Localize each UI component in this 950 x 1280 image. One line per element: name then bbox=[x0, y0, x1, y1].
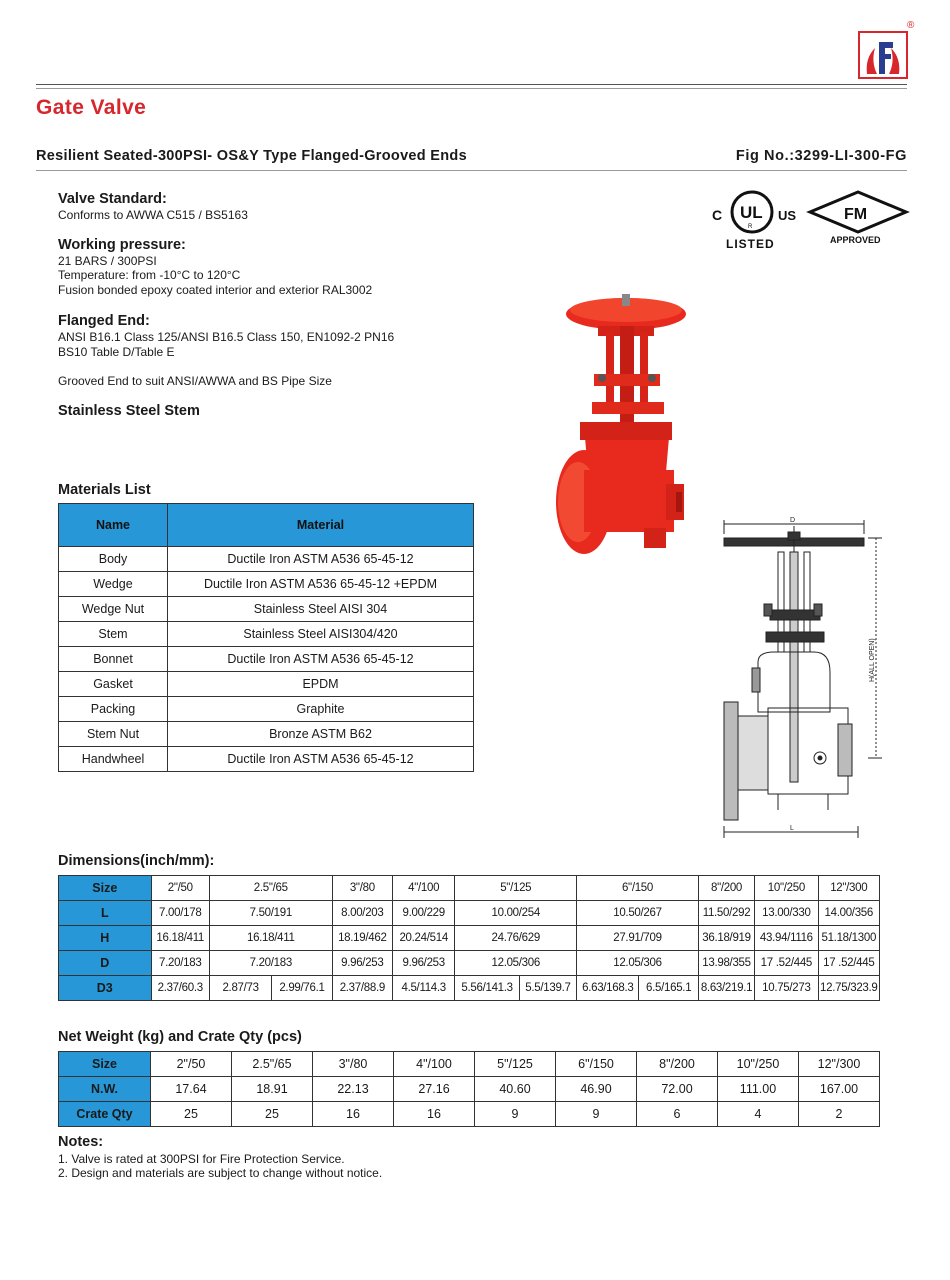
dim-d-value: 17 .52/445 bbox=[755, 951, 818, 976]
dim-d-value: 9.96/253 bbox=[332, 951, 392, 976]
fm-approved-text: APPROVED bbox=[830, 235, 881, 245]
dim-d-value: 9.96/253 bbox=[393, 951, 455, 976]
weights-table bbox=[58, 1051, 880, 1127]
weights-crate-row bbox=[59, 1102, 880, 1127]
dim-d-row bbox=[59, 951, 880, 976]
material-part: Stem Nut bbox=[59, 722, 168, 747]
weights-size: 8"/200 bbox=[637, 1052, 718, 1077]
material-part: Packing bbox=[59, 697, 168, 722]
crate-qty: 2 bbox=[799, 1102, 880, 1127]
dim-h-label: H bbox=[59, 926, 152, 951]
material-spec: Graphite bbox=[168, 697, 474, 722]
notes-heading: Notes: bbox=[58, 1134, 104, 1150]
materials-header-row bbox=[59, 504, 474, 547]
dim-l-label: L bbox=[59, 901, 152, 926]
weights-size: 5"/125 bbox=[475, 1052, 556, 1077]
svg-text:®: ® bbox=[907, 20, 915, 31]
dim-h-value: 20.24/514 bbox=[393, 926, 455, 951]
weights-size: 6"/150 bbox=[556, 1052, 637, 1077]
page-subtitle: Resilient Seated-300PSI- OS&Y Type Flanged-Grooved Ends bbox=[36, 148, 467, 164]
table-row bbox=[59, 547, 474, 572]
dim-d-value: 7.20/183 bbox=[209, 951, 332, 976]
dim-h-row bbox=[59, 926, 880, 951]
dim-size-label: Size bbox=[59, 876, 152, 901]
weights-size: 12"/300 bbox=[799, 1052, 880, 1077]
flanged-end-heading: Flanged End: bbox=[58, 313, 150, 329]
material-spec: Stainless Steel AISI 304 bbox=[168, 597, 474, 622]
dim-size: 2"/50 bbox=[151, 876, 209, 901]
dim-l-value: 11.50/292 bbox=[698, 901, 754, 926]
header-rule-top bbox=[36, 84, 907, 85]
coating-text: Fusion bonded epoxy coated interior and exterior RAL3002 bbox=[58, 283, 373, 297]
dim-h-value: 43.94/1116 bbox=[755, 926, 818, 951]
table-row bbox=[59, 747, 474, 772]
dim-l-value: 10.50/267 bbox=[577, 901, 699, 926]
drawing-label-d: D bbox=[790, 517, 796, 524]
stainless-stem-heading: Stainless Steel Stem bbox=[58, 403, 200, 419]
dim-size: 12"/300 bbox=[818, 876, 879, 901]
brand-logo bbox=[857, 18, 913, 82]
net-weight: 17.64 bbox=[151, 1077, 232, 1102]
table-row bbox=[59, 722, 474, 747]
ul-main-text: UL bbox=[740, 203, 763, 222]
weights-size: 3"/80 bbox=[313, 1052, 394, 1077]
dim-d3-value: 6.5/165.1 bbox=[639, 976, 698, 1001]
dim-d3-value: 12.75/323.9 bbox=[818, 976, 879, 1001]
valve-standard-heading: Valve Standard: bbox=[58, 191, 167, 207]
fig-number: Fig No.:3299-LI-300-FG bbox=[735, 148, 907, 164]
dim-h-value: 16.18/411 bbox=[209, 926, 332, 951]
weights-size: 10"/250 bbox=[718, 1052, 799, 1077]
dim-d3-value: 2.99/76.1 bbox=[272, 976, 332, 1001]
flanged-text-2: BS10 Table D/Table E bbox=[58, 345, 175, 359]
weights-nw-row bbox=[59, 1077, 880, 1102]
page-title: Gate Valve bbox=[36, 96, 147, 119]
dim-d-value: 7.20/183 bbox=[151, 951, 209, 976]
dim-l-value: 9.00/229 bbox=[393, 901, 455, 926]
fm-approved-mark bbox=[808, 190, 908, 250]
dimensions-table bbox=[58, 875, 880, 1001]
dim-d-value: 12.05/306 bbox=[577, 951, 699, 976]
net-weight: 72.00 bbox=[637, 1077, 718, 1102]
dim-d3-value: 2.87/73 bbox=[209, 976, 271, 1001]
working-pressure-heading: Working pressure: bbox=[58, 237, 186, 253]
dim-h-value: 27.91/709 bbox=[577, 926, 699, 951]
dim-l-value: 10.00/254 bbox=[455, 901, 577, 926]
ul-listed-text: LISTED bbox=[726, 237, 775, 251]
dim-size: 10"/250 bbox=[755, 876, 818, 901]
dim-size: 6"/150 bbox=[577, 876, 699, 901]
header-rule-bottom bbox=[36, 88, 907, 89]
table-row bbox=[59, 622, 474, 647]
drawing-label-h: H(ALL OPEN) bbox=[869, 638, 876, 682]
fm-text: FM bbox=[844, 206, 868, 223]
weights-nw-label: N.W. bbox=[59, 1077, 151, 1102]
ul-r-text: R bbox=[748, 224, 753, 230]
crate-qty: 25 bbox=[151, 1102, 232, 1127]
dim-d3-value: 5.5/139.7 bbox=[519, 976, 576, 1001]
dim-size: 5"/125 bbox=[455, 876, 577, 901]
table-row bbox=[59, 597, 474, 622]
grooved-end-text: Grooved End to suit ANSI/AWWA and BS Pipe Size bbox=[58, 374, 332, 388]
crate-qty: 6 bbox=[637, 1102, 718, 1127]
dim-d3-label: D3 bbox=[59, 976, 152, 1001]
material-part: Gasket bbox=[59, 672, 168, 697]
weights-size-row bbox=[59, 1052, 880, 1077]
net-weight: 27.16 bbox=[394, 1077, 475, 1102]
weights-crate-label: Crate Qty bbox=[59, 1102, 151, 1127]
net-weight: 22.13 bbox=[313, 1077, 394, 1102]
net-weight: 167.00 bbox=[799, 1077, 880, 1102]
dim-d3-value: 2.37/88.9 bbox=[332, 976, 392, 1001]
material-part: Wedge bbox=[59, 572, 168, 597]
flanged-text-1: ANSI B16.1 Class 125/ANSI B16.5 Class 150, EN1092-2 PN16 bbox=[58, 330, 395, 344]
ul-us-text: US bbox=[778, 208, 797, 223]
weights-size-label: Size bbox=[59, 1052, 151, 1077]
material-spec: Bronze ASTM B62 bbox=[168, 722, 474, 747]
table-row bbox=[59, 572, 474, 597]
dim-l-row bbox=[59, 901, 880, 926]
material-part: Handwheel bbox=[59, 747, 168, 772]
note-1: 1. Valve is rated at 300PSI for Fire Protection Service. bbox=[58, 1152, 345, 1166]
materials-list-heading: Materials List bbox=[58, 482, 151, 498]
dim-h-value: 51.18/1300 bbox=[818, 926, 879, 951]
dim-l-value: 14.00/356 bbox=[818, 901, 879, 926]
dim-size: 3"/80 bbox=[332, 876, 392, 901]
dim-size: 2.5"/65 bbox=[209, 876, 332, 901]
materials-col-name: Name bbox=[59, 504, 168, 547]
dim-d-value: 13.98/355 bbox=[698, 951, 754, 976]
note-2: 2. Design and materials are subject to change without notice. bbox=[58, 1166, 383, 1180]
crate-qty: 9 bbox=[475, 1102, 556, 1127]
pressure-text: 21 BARS / 300PSI bbox=[58, 254, 157, 268]
valve-standard-text: Conforms to AWWA C515 / BS5163 bbox=[58, 208, 248, 222]
weights-size: 2.5"/65 bbox=[232, 1052, 313, 1077]
material-spec: Ductile Iron ASTM A536 65-45-12 bbox=[168, 747, 474, 772]
dim-d3-row bbox=[59, 976, 880, 1001]
dim-d3-value: 6.63/168.3 bbox=[577, 976, 639, 1001]
material-spec: Stainless Steel AISI304/420 bbox=[168, 622, 474, 647]
dim-h-value: 36.18/919 bbox=[698, 926, 754, 951]
dim-d-label: D bbox=[59, 951, 152, 976]
dim-l-value: 7.00/178 bbox=[151, 901, 209, 926]
materials-table bbox=[58, 503, 474, 772]
net-weight: 18.91 bbox=[232, 1077, 313, 1102]
dim-l-value: 13.00/330 bbox=[755, 901, 818, 926]
dim-d-value: 12.05/306 bbox=[455, 951, 577, 976]
table-row bbox=[59, 672, 474, 697]
material-spec: Ductile Iron ASTM A536 65-45-12 bbox=[168, 647, 474, 672]
weights-size: 4"/100 bbox=[394, 1052, 475, 1077]
material-spec: Ductile Iron ASTM A536 65-45-12 +EPDM bbox=[168, 572, 474, 597]
weights-heading: Net Weight (kg) and Crate Qty (pcs) bbox=[58, 1029, 302, 1045]
ul-c-text: C bbox=[712, 207, 723, 223]
temperature-text: Temperature: from -10°C to 120°C bbox=[58, 268, 241, 282]
crate-qty: 16 bbox=[313, 1102, 394, 1127]
crate-qty: 16 bbox=[394, 1102, 475, 1127]
dim-d3-value: 2.37/60.3 bbox=[151, 976, 209, 1001]
dim-h-value: 16.18/411 bbox=[151, 926, 209, 951]
weights-size: 2"/50 bbox=[151, 1052, 232, 1077]
dim-d3-value: 10.75/273 bbox=[755, 976, 818, 1001]
dim-h-value: 24.76/629 bbox=[455, 926, 577, 951]
net-weight: 111.00 bbox=[718, 1077, 799, 1102]
subtitle-rule bbox=[36, 170, 907, 171]
table-row bbox=[59, 647, 474, 672]
dim-d3-value: 8.63/219.1 bbox=[698, 976, 754, 1001]
materials-col-material: Material bbox=[168, 504, 474, 547]
ul-listed-mark bbox=[710, 182, 802, 252]
dimensions-heading: Dimensions(inch/mm): bbox=[58, 853, 215, 869]
crate-qty: 25 bbox=[232, 1102, 313, 1127]
net-weight: 46.90 bbox=[556, 1077, 637, 1102]
dim-size: 8"/200 bbox=[698, 876, 754, 901]
dim-d-value: 17 .52/445 bbox=[818, 951, 879, 976]
material-part: Bonnet bbox=[59, 647, 168, 672]
dim-l-value: 7.50/191 bbox=[209, 901, 332, 926]
valve-product-image bbox=[548, 292, 698, 562]
dim-h-value: 18.19/462 bbox=[332, 926, 392, 951]
dim-d3-value: 5.56/141.3 bbox=[455, 976, 519, 1001]
dim-d3-value: 4.5/114.3 bbox=[393, 976, 455, 1001]
material-part: Body bbox=[59, 547, 168, 572]
material-spec: EPDM bbox=[168, 672, 474, 697]
material-part: Stem bbox=[59, 622, 168, 647]
table-row bbox=[59, 697, 474, 722]
material-part: Wedge Nut bbox=[59, 597, 168, 622]
valve-dimension-drawing bbox=[718, 512, 894, 842]
dim-size: 4"/100 bbox=[393, 876, 455, 901]
net-weight: 40.60 bbox=[475, 1077, 556, 1102]
drawing-label-l: L bbox=[790, 825, 794, 832]
crate-qty: 9 bbox=[556, 1102, 637, 1127]
crate-qty: 4 bbox=[718, 1102, 799, 1127]
material-spec: Ductile Iron ASTM A536 65-45-12 bbox=[168, 547, 474, 572]
dim-l-value: 8.00/203 bbox=[332, 901, 392, 926]
dim-size-row bbox=[59, 876, 880, 901]
